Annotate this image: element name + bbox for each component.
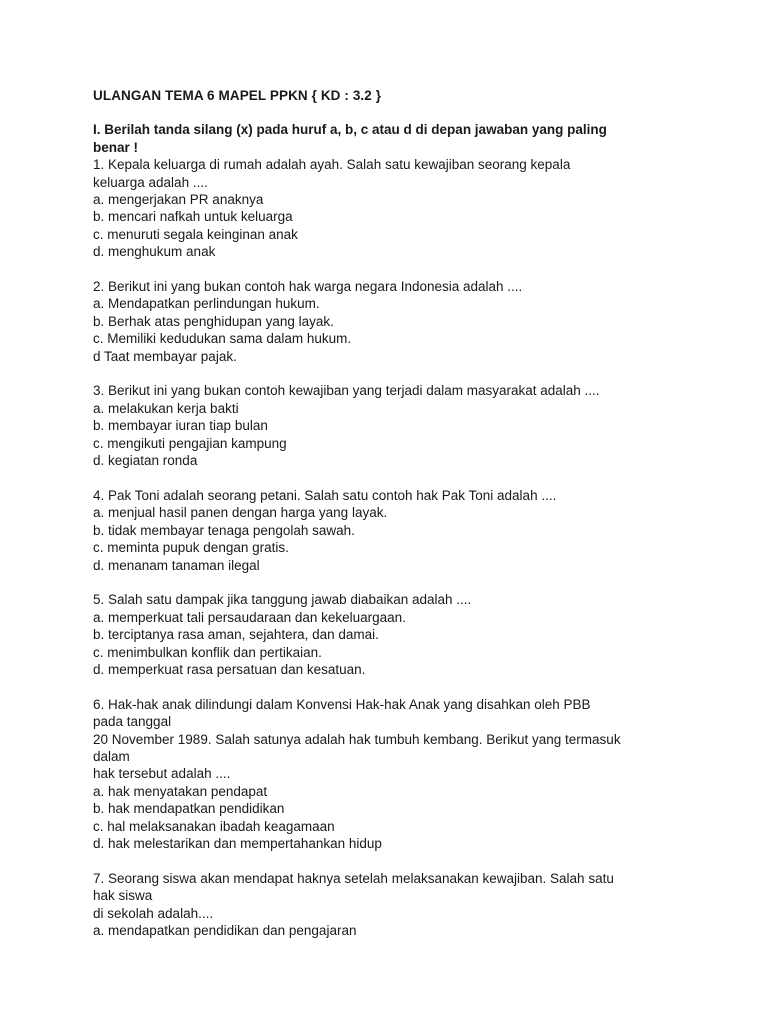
question-text-line: 20 November 1989. Salah satunya adalah hak tumbuh kembang. Berikut yang termasuk	[93, 731, 621, 747]
answer-option: d. hak melestarikan dan mempertahankan hidup	[93, 835, 382, 851]
question-text-line: keluarga adalah ....	[93, 174, 208, 190]
question-text-line: hak tersebut adalah ....	[93, 766, 231, 782]
answer-option: a. hak menyatakan pendapat	[93, 783, 268, 799]
question-text-line: 1. Kepala keluarga di rumah adalah ayah. Salah satu kewajiban seorang kepala	[93, 157, 571, 173]
answer-option: a. menjual hasil panen dengan harga yang layak.	[93, 505, 388, 521]
question-5	[93, 591, 693, 678]
answer-options	[93, 504, 693, 574]
question-text	[93, 870, 693, 922]
question-text	[93, 156, 693, 191]
question-text	[93, 696, 693, 783]
answer-options	[93, 922, 693, 939]
answer-option: d. kegiatan ronda	[93, 453, 198, 469]
answer-options	[93, 295, 693, 365]
question-text-line: 3. Berikut ini yang bukan contoh kewajiban yang terjadi dalam masyarakat adalah ....	[93, 383, 600, 399]
answer-option: c. menimbulkan konflik dan pertikaian.	[93, 644, 322, 660]
question-text	[93, 278, 693, 295]
question-2	[93, 278, 693, 365]
instruction-text	[93, 121, 693, 156]
answer-options	[93, 400, 693, 470]
question-text-line: 7. Seorang siswa akan mendapat haknya setelah melaksanakan kewajiban. Salah satu	[93, 870, 614, 886]
answer-option: d. memperkuat rasa persatuan dan kesatuan.	[93, 661, 366, 677]
answer-option: c. meminta pupuk dengan gratis.	[93, 540, 289, 556]
answer-option: d Taat membayar pajak.	[93, 348, 237, 364]
answer-option: d. menghukum anak	[93, 244, 216, 260]
question-6	[93, 696, 693, 853]
document-content	[93, 87, 693, 957]
answer-option: a. mengerjakan PR anaknya	[93, 192, 264, 208]
answer-option: b. mencari nafkah untuk keluarga	[93, 209, 293, 225]
answer-option: c. mengikuti pengajian kampung	[93, 435, 287, 451]
question-text-line: 5. Salah satu dampak jika tanggung jawab diabaikan adalah ....	[93, 592, 472, 608]
question-text	[93, 591, 693, 608]
question-7	[93, 870, 693, 940]
answer-option: c. Memiliki kedudukan sama dalam hukum.	[93, 331, 352, 347]
answer-option: a. melakukan kerja bakti	[93, 400, 239, 416]
answer-option: b. hak mendapatkan pendidikan	[93, 801, 285, 817]
answer-option: a. mendapatkan pendidikan dan pengajaran	[93, 923, 357, 938]
question-3	[93, 382, 693, 469]
question-text-line: dalam	[93, 748, 130, 764]
question-4	[93, 487, 693, 574]
answer-options	[93, 191, 693, 261]
answer-option: c. hal melaksanakan ibadah keagamaan	[93, 818, 335, 834]
answer-option: a. Mendapatkan perlindungan hukum.	[93, 296, 320, 312]
question-text	[93, 487, 693, 504]
question-text-line: 6. Hak-hak anak dilindungi dalam Konvensi Hak-hak Anak yang disahkan oleh PBB	[93, 696, 591, 712]
answer-option: b. Berhak atas penghidupan yang layak.	[93, 313, 334, 329]
answer-option: c. menuruti segala keinginan anak	[93, 226, 298, 242]
document-title: ULANGAN TEMA 6 MAPEL PPKN { KD : 3.2 }	[93, 88, 382, 103]
question-text	[93, 382, 693, 399]
question-text-line: 4. Pak Toni adalah seorang petani. Salah satu contoh hak Pak Toni adalah ....	[93, 487, 557, 503]
question-text-line: pada tanggal	[93, 714, 172, 730]
question-text-line: di sekolah adalah....	[93, 905, 214, 921]
question-1	[93, 156, 693, 260]
answer-options	[93, 783, 693, 853]
answer-option: b. terciptanya rasa aman, sejahtera, dan damai.	[93, 627, 379, 643]
instruction-line: I. Berilah tanda silang (x) pada huruf a, b, c atau d di depan jawaban yang paling	[93, 122, 607, 138]
question-text-line: hak siswa	[93, 888, 153, 904]
question-text-line: 2. Berikut ini yang bukan contoh hak warga negara Indonesia adalah ....	[93, 279, 523, 295]
answer-option: b. membayar iuran tiap bulan	[93, 418, 268, 434]
question-list	[93, 156, 693, 939]
answer-options	[93, 609, 693, 679]
answer-option: a. memperkuat tali persaudaraan dan kekeluargaan.	[93, 609, 406, 625]
answer-option: d. menanam tanaman ilegal	[93, 557, 260, 573]
answer-option: b. tidak membayar tenaga pengolah sawah.	[93, 522, 355, 538]
instruction-line: benar !	[93, 139, 139, 155]
